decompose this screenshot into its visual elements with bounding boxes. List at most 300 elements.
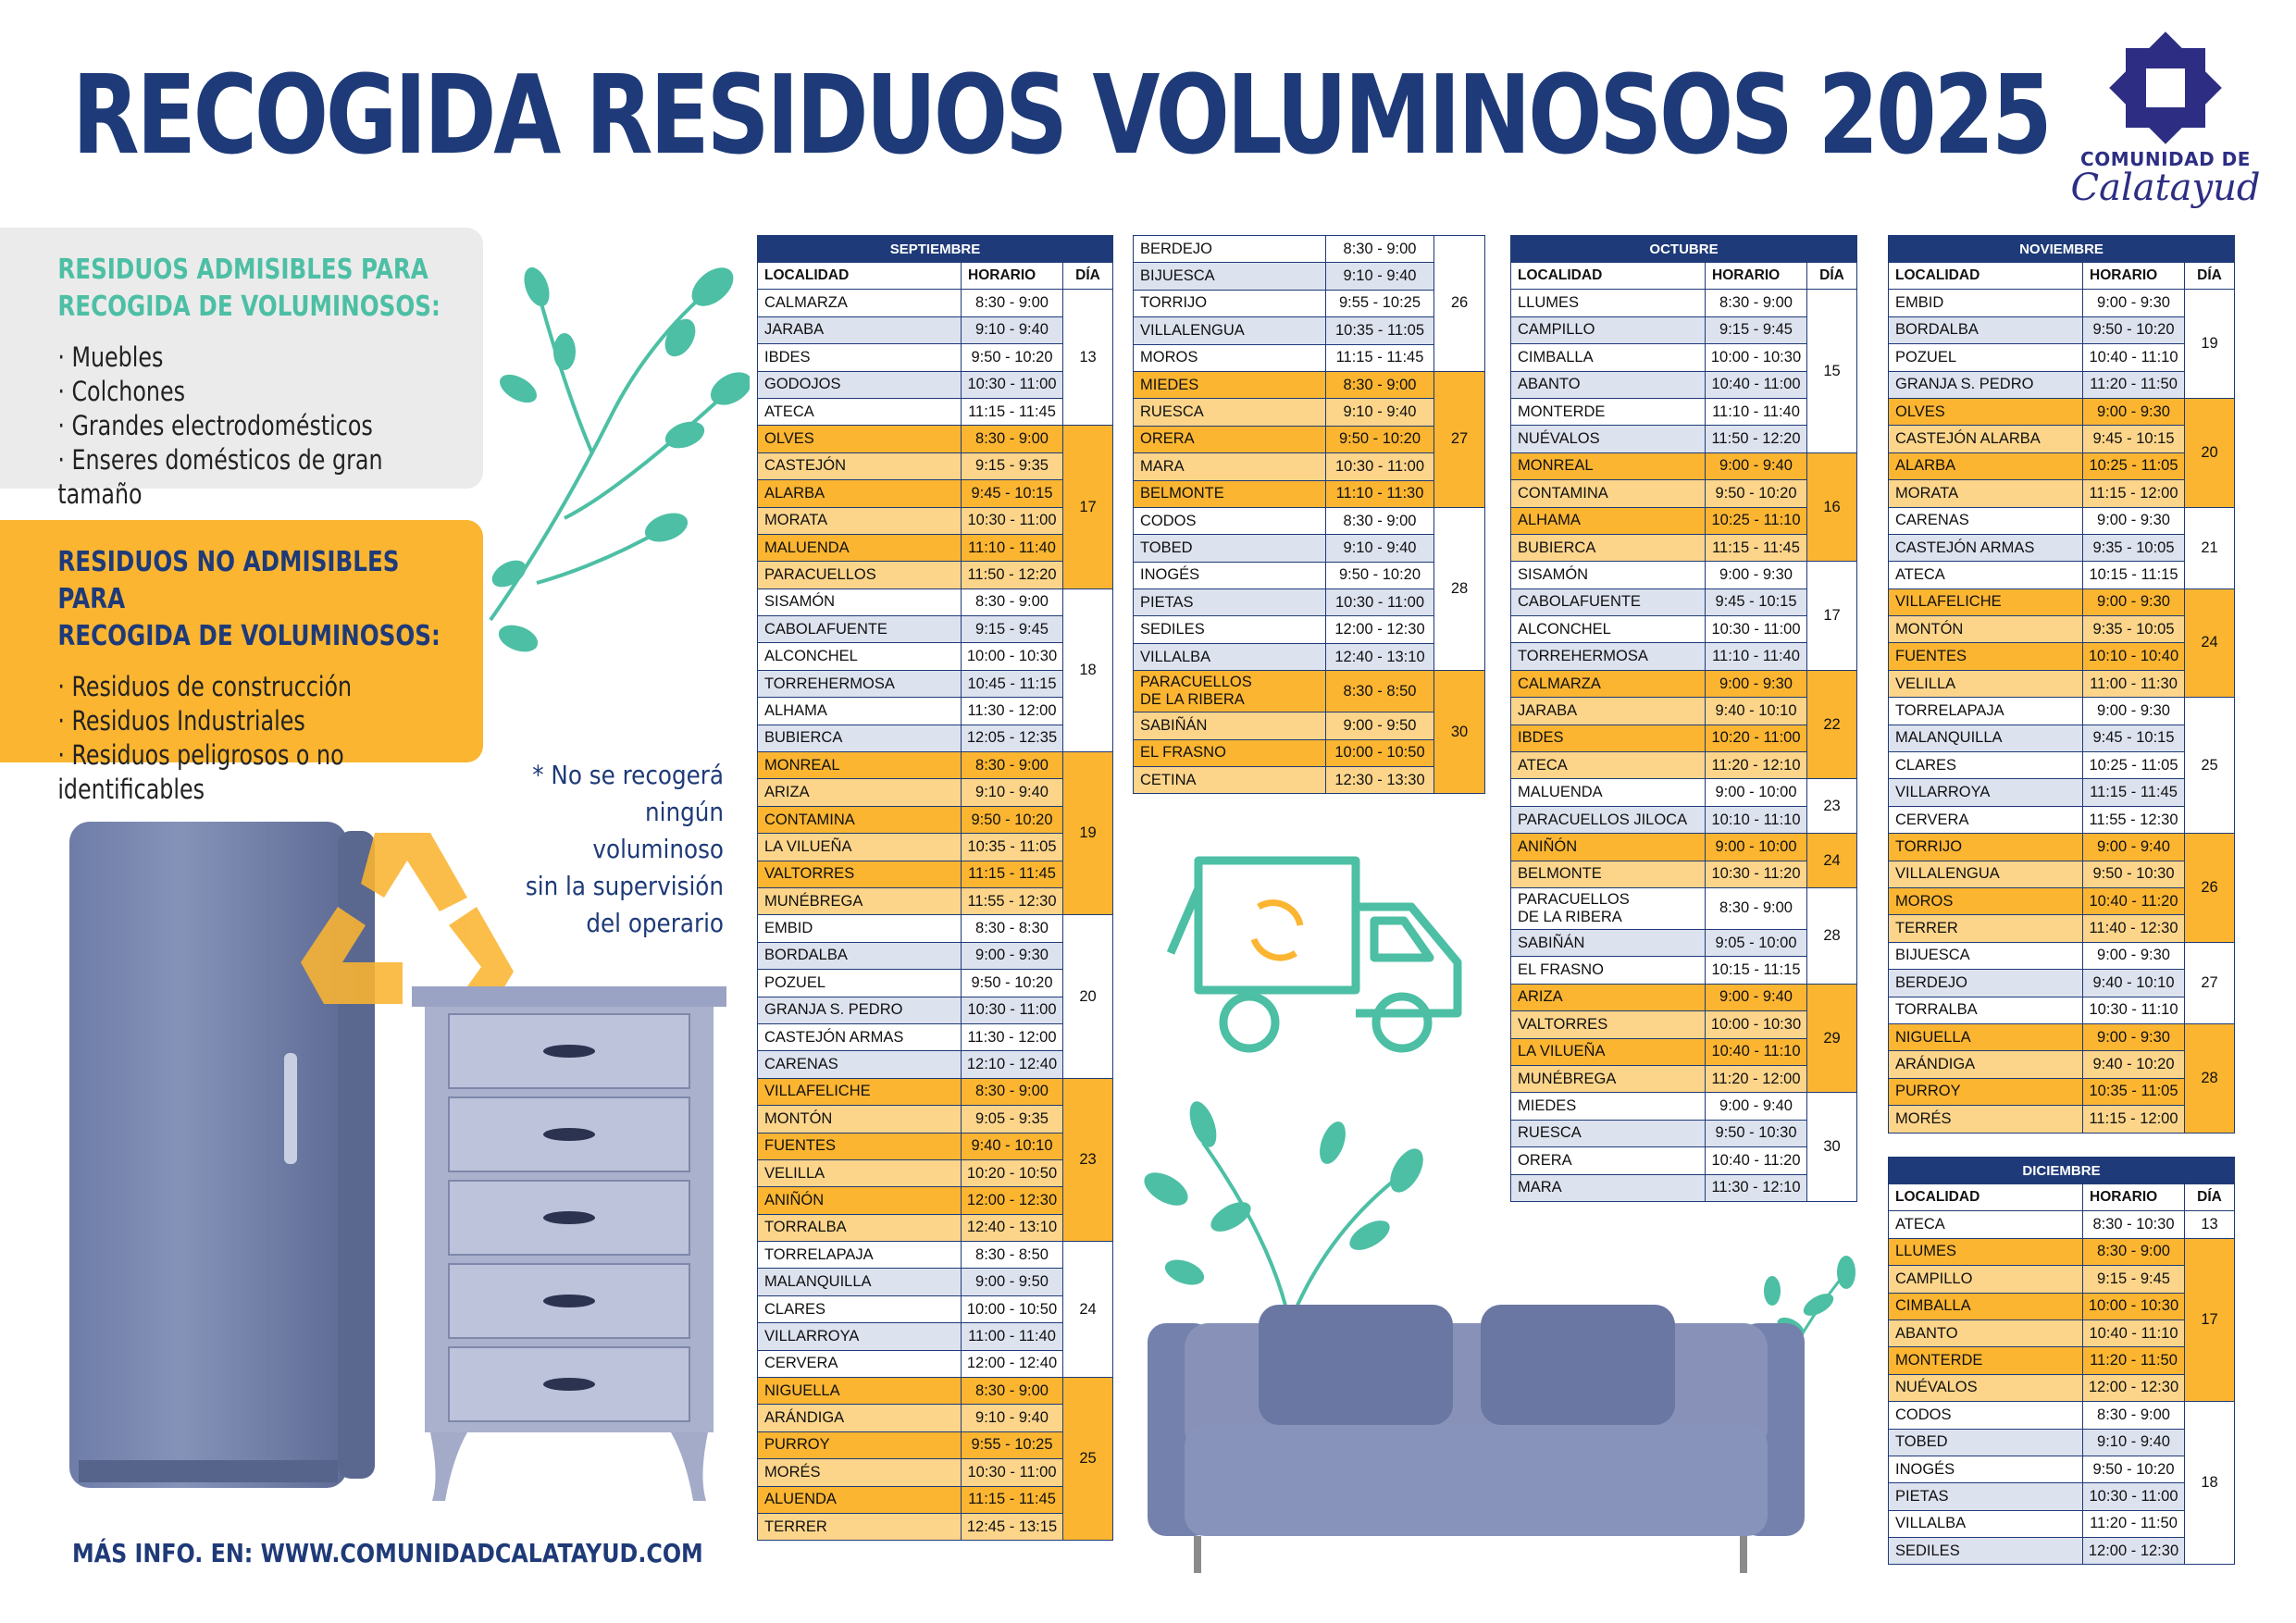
localidad-cell: ALARBA — [758, 480, 962, 507]
localidad-cell: ABANTO — [1511, 371, 1706, 398]
table-row — [758, 290, 1113, 316]
table-row — [1889, 1456, 2235, 1482]
localidad-cell: ANIÑÓN — [758, 1187, 962, 1214]
sofa-icon — [1148, 1305, 1814, 1582]
localidad-cell: TORRALBA — [758, 1214, 962, 1241]
table-row — [1511, 344, 1857, 371]
localidad-cell: VILLALBA — [1134, 643, 1326, 670]
horario-cell: 9:50 - 10:20 — [2083, 316, 2185, 343]
horario-cell: 11:30 - 12:00 — [962, 698, 1063, 725]
horario-cell: 10:40 - 11:20 — [1706, 1147, 1807, 1174]
localidad-cell: PARACUELLOS JILOCA — [1511, 806, 1706, 833]
dia-cell: 27 — [1434, 371, 1485, 507]
horario-cell: 9:10 - 9:40 — [1326, 263, 1434, 290]
dia-cell: 26 — [1434, 236, 1485, 372]
localidad-cell: MALUENDA — [1511, 779, 1706, 806]
table-row — [1889, 779, 2235, 806]
horario-cell: 10:35 - 11:05 — [2083, 1078, 2185, 1105]
list-item: · Residuos de construcción — [57, 671, 353, 702]
horario-cell: 9:35 - 10:05 — [2083, 616, 2185, 643]
table-row — [1889, 371, 2235, 398]
logo — [2064, 37, 2267, 209]
localidad-cell: VALTORRES — [758, 861, 962, 887]
dia-cell: 23 — [1063, 1078, 1113, 1241]
dia-cell: 19 — [1063, 752, 1113, 915]
horario-cell: 9:45 - 10:15 — [1706, 588, 1807, 615]
table-row — [1511, 1147, 1857, 1174]
table-row — [1511, 616, 1857, 643]
localidad-cell: BORDALBA — [758, 942, 962, 969]
horario-cell: 9:00 - 9:40 — [2083, 834, 2185, 861]
table-row — [1889, 942, 2235, 969]
localidad-cell: NUÉVALOS — [1511, 426, 1706, 452]
localidad-cell: TORRELAPAJA — [1889, 698, 2083, 725]
table-row — [1511, 698, 1857, 725]
horario-cell: 9:50 - 10:20 — [2083, 1456, 2185, 1482]
horario-cell: 11:15 - 11:45 — [962, 861, 1063, 887]
dia-cell: 29 — [1807, 984, 1857, 1093]
localidad-cell: MONREAL — [1511, 452, 1706, 479]
table-row — [1511, 779, 1857, 806]
horario-cell: 10:35 - 11:05 — [962, 834, 1063, 861]
horario-cell: 11:15 - 11:45 — [962, 398, 1063, 425]
horario-cell: 10:30 - 11:00 — [1706, 616, 1807, 643]
localidad-cell: CLARES — [758, 1295, 962, 1322]
localidad-cell: ORERA — [1511, 1147, 1706, 1174]
table-row — [1134, 371, 1485, 398]
horario-cell: 9:50 - 10:20 — [962, 806, 1063, 833]
horario-cell: 9:55 - 10:25 — [1326, 290, 1434, 316]
table-row — [758, 779, 1113, 806]
dia-cell: 25 — [2185, 698, 2235, 834]
horario-cell: 9:00 - 9:30 — [962, 942, 1063, 969]
no-admisibles-list — [0, 670, 467, 807]
horario-cell: 10:00 - 10:30 — [962, 643, 1063, 670]
localidad-header: LOCALIDAD — [1511, 263, 1706, 290]
localidad-cell: CASTEJÓN ARMAS — [1889, 534, 2083, 561]
month-header: SEPTIEMBRE — [758, 236, 1113, 263]
horario-cell: 9:00 - 9:30 — [1706, 670, 1807, 697]
horario-cell: 11:15 - 11:45 — [962, 1486, 1063, 1513]
horario-cell: 9:40 - 10:10 — [962, 1133, 1063, 1159]
localidad-cell: EL FRASNO — [1134, 739, 1326, 766]
dia-cell: 18 — [2185, 1402, 2235, 1565]
horario-cell: 8:30 - 9:00 — [962, 752, 1063, 779]
website-link[interactable]: MÁS INFO. EN: WWW.COMUNIDADCALATAYUD.COM — [72, 1538, 703, 1568]
localidad-cell: BUBIERCA — [1511, 534, 1706, 561]
horario-cell: 9:10 - 9:40 — [1326, 399, 1434, 426]
localidad-cell: PURROY — [758, 1431, 962, 1458]
horario-cell: 10:30 - 11:00 — [1326, 453, 1434, 480]
horario-cell: 10:25 - 11:10 — [1706, 507, 1807, 534]
dia-cell: 28 — [2185, 1023, 2235, 1133]
localidad-cell: BORDALBA — [1889, 316, 2083, 343]
table-row — [1511, 562, 1857, 588]
localidad-cell: TORRIJO — [1134, 290, 1326, 316]
table-row — [1889, 344, 2235, 371]
localidad-cell: PURROY — [1889, 1078, 2083, 1105]
table-row — [1511, 371, 1857, 398]
localidad-cell: PARACUELLOS — [758, 562, 962, 588]
localidad-cell: MUNÉBREGA — [1511, 1065, 1706, 1092]
localidad-cell: ATECA — [1889, 1211, 2083, 1238]
localidad-cell: CABOLAFUENTE — [1511, 588, 1706, 615]
horario-cell: 9:10 - 9:40 — [1326, 535, 1434, 562]
table-row — [1134, 290, 1485, 316]
no-admisibles-box — [0, 520, 483, 805]
localidad-cell: LA VILUEÑA — [758, 834, 962, 861]
localidad-cell: TERRER — [1889, 915, 2083, 942]
logo-line1: COMUNIDAD DE — [2080, 148, 2251, 170]
localidad-cell: FUENTES — [758, 1133, 962, 1159]
horario-cell: 9:00 - 9:30 — [2083, 290, 2185, 316]
dia-cell: 20 — [2185, 398, 2235, 507]
table-row — [758, 344, 1113, 371]
horario-cell: 10:30 - 11:00 — [962, 997, 1063, 1023]
horario-cell: 9:00 - 9:50 — [962, 1269, 1063, 1295]
localidad-cell: MONTERDE — [1511, 398, 1706, 425]
horario-cell: 11:50 - 12:20 — [962, 562, 1063, 588]
table-row — [1889, 1293, 2235, 1319]
table-row — [1889, 698, 2235, 725]
horario-cell: 8:30 - 8:30 — [962, 915, 1063, 942]
horario-cell: 9:55 - 10:25 — [962, 1431, 1063, 1458]
table-row — [758, 942, 1113, 969]
table-row — [1889, 452, 2235, 479]
table-row — [1511, 1093, 1857, 1120]
localidad-cell: MORÉS — [758, 1459, 962, 1486]
table-row — [1889, 1078, 2235, 1105]
horario-cell: 11:20 - 11:50 — [2083, 1347, 2185, 1374]
localidad-cell: MOROS — [1889, 887, 2083, 914]
no-admisibles-heading: RESIDUOS NO ADMISIBLES PARA RECOGIDA DE VOLUMINOSOS: — [57, 546, 441, 652]
table-row — [758, 1431, 1113, 1458]
localidad-cell: GRANJA S. PEDRO — [1889, 371, 2083, 398]
horario-cell: 9:50 - 10:30 — [1706, 1120, 1807, 1146]
localidad-cell: VILLALENGUA — [1889, 861, 2083, 887]
localidad-cell: VILLAFELICHE — [758, 1078, 962, 1105]
table-row — [758, 1078, 1113, 1105]
horario-cell: 12:00 - 12:30 — [1326, 616, 1434, 643]
table-row — [1889, 316, 2235, 343]
localidad-cell: VILLALBA — [1889, 1510, 2083, 1537]
horario-cell: 10:30 - 11:00 — [962, 507, 1063, 534]
dia-cell: 19 — [2185, 290, 2235, 399]
table-row — [1889, 1374, 2235, 1401]
table-row — [1889, 398, 2235, 425]
dia-cell: 27 — [2185, 942, 2235, 1023]
horario-cell: 10:30 - 11:20 — [1706, 861, 1807, 887]
dia-cell: 22 — [1807, 670, 1857, 779]
table-row — [1889, 970, 2235, 997]
horario-cell: 9:00 - 10:00 — [1706, 779, 1807, 806]
localidad-cell: SEDILES — [1889, 1538, 2083, 1565]
localidad-cell: VILLARROYA — [758, 1323, 962, 1350]
localidad-cell: TORREHERMOSA — [758, 670, 962, 697]
table-row — [1134, 263, 1485, 290]
localidad-cell: MUNÉBREGA — [758, 887, 962, 914]
localidad-cell: CODOS — [1134, 507, 1326, 534]
horario-cell: 12:00 - 12:30 — [962, 1187, 1063, 1214]
dia-cell: 20 — [1063, 915, 1113, 1078]
table-row — [1889, 534, 2235, 561]
dia-cell: 28 — [1434, 507, 1485, 670]
table-row — [758, 725, 1113, 751]
table-row — [1134, 739, 1485, 766]
horario-cell: 8:30 - 9:00 — [962, 588, 1063, 615]
localidad-cell: ANIÑÓN — [1511, 834, 1706, 861]
localidad-cell: MORATA — [1889, 480, 2083, 507]
localidad-cell: JARABA — [758, 316, 962, 343]
horario-cell: 10:10 - 11:10 — [1706, 806, 1807, 833]
table-row — [1511, 290, 1857, 316]
horario-cell: 9:00 - 9:30 — [2083, 942, 2185, 969]
horario-cell: 8:30 - 9:00 — [2083, 1238, 2185, 1265]
horario-cell: 11:20 - 11:50 — [2083, 1510, 2185, 1537]
table-row — [1134, 399, 1485, 426]
horario-cell: 10:40 - 11:20 — [2083, 887, 2185, 914]
horario-cell: 10:35 - 11:05 — [1326, 317, 1434, 344]
localidad-cell: SABIÑÁN — [1134, 712, 1326, 739]
horario-cell: 9:50 - 10:20 — [1706, 480, 1807, 507]
horario-cell: 11:15 - 12:00 — [2083, 480, 2185, 507]
table-row — [758, 616, 1113, 643]
table-row — [1511, 1120, 1857, 1146]
horario-cell: 8:30 - 9:00 — [2083, 1402, 2185, 1429]
table-row — [1889, 752, 2235, 779]
localidad-cell: MORATA — [758, 507, 962, 534]
localidad-cell: TOBED — [1889, 1429, 2083, 1456]
horario-cell: 8:30 - 9:00 — [962, 1378, 1063, 1405]
horario-cell: 11:10 - 11:40 — [1706, 643, 1807, 670]
table-row — [1889, 1238, 2235, 1265]
table-row — [1134, 507, 1485, 534]
horario-cell: 10:00 - 10:30 — [2083, 1293, 2185, 1319]
localidad-cell: ALHAMA — [758, 698, 962, 725]
horario-cell: 9:50 - 10:20 — [1326, 426, 1434, 452]
list-item: · Colchones — [57, 376, 185, 407]
table-row — [758, 643, 1113, 670]
horario-cell: 11:20 - 12:10 — [1706, 752, 1807, 779]
localidad-header: LOCALIDAD — [1889, 263, 2083, 290]
localidad-cell: ATECA — [758, 398, 962, 425]
localidad-cell: CERVERA — [1889, 806, 2083, 833]
table-row — [1134, 767, 1485, 794]
dia-cell: 28 — [1807, 887, 1857, 984]
horario-cell: 9:10 - 9:40 — [962, 779, 1063, 806]
table-row — [1511, 929, 1857, 956]
table-row — [1511, 426, 1857, 452]
localidad-cell: ARÁNDIGA — [758, 1405, 962, 1431]
horario-cell: 9:15 - 9:45 — [962, 616, 1063, 643]
localidad-cell: MOROS — [1134, 344, 1326, 371]
localidad-cell: ALUENDA — [758, 1486, 962, 1513]
table-row — [758, 398, 1113, 425]
table-row — [1134, 712, 1485, 739]
table-row — [1134, 535, 1485, 562]
dia-cell: 24 — [1807, 834, 1857, 888]
table-row — [758, 1133, 1113, 1159]
table-row — [1511, 1065, 1857, 1092]
horario-cell: 9:10 - 9:40 — [2083, 1429, 2185, 1456]
table-row — [1889, 915, 2235, 942]
table-row — [1889, 861, 2235, 887]
localidad-cell: MIEDES — [1134, 371, 1326, 398]
schedule-table-septiembre — [1133, 235, 1485, 794]
table-row — [758, 507, 1113, 534]
dia-cell: 18 — [1063, 588, 1113, 751]
localidad-cell: CASTEJÓN ARMAS — [758, 1023, 962, 1050]
localidad-cell: SISAMÓN — [1511, 562, 1706, 588]
table-row — [1134, 453, 1485, 480]
table-row — [1889, 1402, 2235, 1429]
localidad-cell: MALANQUILLA — [1889, 725, 2083, 751]
table-row — [1889, 1538, 2235, 1565]
horario-cell: 11:10 - 11:40 — [1706, 398, 1807, 425]
localidad-cell: NUÉVALOS — [1889, 1374, 2083, 1401]
table-row — [1889, 643, 2235, 670]
table-row — [1889, 1347, 2235, 1374]
dia-cell: 15 — [1807, 290, 1857, 452]
horario-cell: 10:30 - 11:00 — [962, 1459, 1063, 1486]
horario-header: HORARIO — [2083, 1184, 2185, 1211]
list-item: · Residuos peligrosos o no identificables — [57, 739, 344, 805]
localidad-cell: NIGUELLA — [1889, 1023, 2083, 1050]
localidad-cell: NIGUELLA — [758, 1378, 962, 1405]
localidad-cell: MARA — [1134, 453, 1326, 480]
table-row — [1134, 480, 1485, 507]
table-row — [758, 1051, 1113, 1078]
table-row — [1134, 589, 1485, 616]
horario-cell: 11:20 - 12:00 — [1706, 1065, 1807, 1092]
horario-cell: 10:15 - 11:15 — [2083, 562, 2185, 588]
localidad-header: LOCALIDAD — [758, 263, 962, 290]
localidad-cell: CETINA — [1134, 767, 1326, 794]
horario-cell: 9:00 - 9:40 — [1706, 452, 1807, 479]
localidad-cell: CARENAS — [758, 1051, 962, 1078]
horario-cell: 12:00 - 12:30 — [2083, 1374, 2185, 1401]
list-item: · Grandes electrodomésticos — [57, 410, 373, 441]
localidad-cell: BIJUESCA — [1134, 263, 1326, 290]
schedule-table-noviembre — [1888, 235, 2235, 1134]
dresser-icon — [412, 986, 726, 1505]
table-row — [758, 1459, 1113, 1486]
table-row — [1134, 616, 1485, 643]
table-row — [1889, 1483, 2235, 1510]
horario-cell: 9:50 - 10:30 — [2083, 861, 2185, 887]
horario-cell: 10:45 - 11:15 — [962, 670, 1063, 697]
dia-cell: 16 — [1807, 452, 1857, 562]
localidad-cell: ALARBA — [1889, 452, 2083, 479]
localidad-cell: ARIZA — [1511, 984, 1706, 1010]
localidad-cell: CASTEJÓN ALARBA — [1889, 426, 2083, 452]
schedule-table-octubre — [1510, 235, 1857, 1202]
horario-cell: 8:30 - 9:00 — [962, 1078, 1063, 1105]
localidad-cell: CASTEJÓN — [758, 452, 962, 479]
table-row — [1511, 861, 1857, 887]
table-row — [1889, 1051, 2235, 1078]
horario-cell: 8:30 - 9:00 — [1706, 887, 1807, 929]
dia-cell: 24 — [1063, 1242, 1113, 1378]
localidad-cell: CLARES — [1889, 752, 2083, 779]
horario-cell: 9:00 - 9:40 — [1706, 1093, 1807, 1120]
horario-cell: 8:30 - 9:00 — [1326, 507, 1434, 534]
localidad-cell: CARENAS — [1889, 507, 2083, 534]
dia-header: DÍA — [2185, 1184, 2235, 1211]
dia-cell: 23 — [1807, 779, 1857, 834]
dia-cell: 25 — [1063, 1378, 1113, 1541]
localidad-cell: BELMONTE — [1511, 861, 1706, 887]
horario-cell: 12:40 - 13:10 — [962, 1214, 1063, 1241]
table-row — [1511, 398, 1857, 425]
horario-cell: 9:05 - 10:00 — [1706, 929, 1807, 956]
localidad-cell: VILLARROYA — [1889, 779, 2083, 806]
horario-cell: 9:00 - 9:30 — [2083, 1023, 2185, 1050]
localidad-cell: ARIZA — [758, 779, 962, 806]
horario-cell: 8:30 - 9:00 — [962, 290, 1063, 316]
table-row — [1134, 426, 1485, 452]
localidad-cell: EL FRASNO — [1511, 957, 1706, 984]
table-row — [1889, 834, 2235, 861]
horario-cell: 8:30 - 9:00 — [1326, 236, 1434, 263]
month-header: DICIEMBRE — [1889, 1158, 2235, 1184]
localidad-cell: BIJUESCA — [1889, 942, 2083, 969]
localidad-cell: ALCONCHEL — [758, 643, 962, 670]
horario-header: HORARIO — [962, 263, 1063, 290]
dia-cell: 30 — [1434, 671, 1485, 794]
localidad-cell: VALTORRES — [1511, 1011, 1706, 1038]
table-row — [758, 806, 1113, 833]
horario-cell: 11:20 - 11:50 — [2083, 371, 2185, 398]
horario-cell: 12:05 - 12:35 — [962, 725, 1063, 751]
table-row — [1511, 834, 1857, 861]
table-row — [758, 1323, 1113, 1350]
table-row — [1889, 1106, 2235, 1133]
localidad-cell: TORRIJO — [1889, 834, 2083, 861]
localidad-cell: CABOLAFUENTE — [758, 616, 962, 643]
table-row — [1511, 534, 1857, 561]
table-row — [1889, 1211, 2235, 1238]
horario-cell: 11:55 - 12:30 — [2083, 806, 2185, 833]
table-row — [758, 887, 1113, 914]
table-row — [758, 534, 1113, 561]
table-row — [1889, 1319, 2235, 1346]
table-row — [758, 1269, 1113, 1295]
horario-cell: 10:40 - 11:10 — [2083, 1319, 2185, 1346]
admisibles-heading: RESIDUOS ADMISIBLES PARA RECOGIDA DE VOLUMINOSOS: — [57, 254, 441, 323]
table-row — [758, 997, 1113, 1023]
dia-cell: 17 — [1807, 562, 1857, 671]
localidad-cell: RUESCA — [1511, 1120, 1706, 1146]
horario-cell: 10:20 - 11:00 — [1706, 725, 1807, 751]
horario-cell: 10:15 - 11:15 — [1706, 957, 1807, 984]
localidad-cell: SEDILES — [1134, 616, 1326, 643]
horario-cell: 12:40 - 13:10 — [1326, 643, 1434, 670]
horario-cell: 9:00 - 9:30 — [2083, 698, 2185, 725]
horario-cell: 12:30 - 13:30 — [1326, 767, 1434, 794]
localidad-cell: LLUMES — [1511, 290, 1706, 316]
table-row — [1889, 480, 2235, 507]
table-row — [1511, 316, 1857, 343]
localidad-cell: PIETAS — [1134, 589, 1326, 616]
horario-cell: 11:40 - 12:30 — [2083, 915, 2185, 942]
horario-cell: 8:30 - 10:30 — [2083, 1211, 2185, 1238]
localidad-cell: CAMPILLO — [1889, 1266, 2083, 1293]
horario-cell: 9:35 - 10:05 — [2083, 534, 2185, 561]
table-row — [758, 316, 1113, 343]
table-row — [758, 1106, 1113, 1133]
star-logo-icon — [2115, 37, 2216, 139]
